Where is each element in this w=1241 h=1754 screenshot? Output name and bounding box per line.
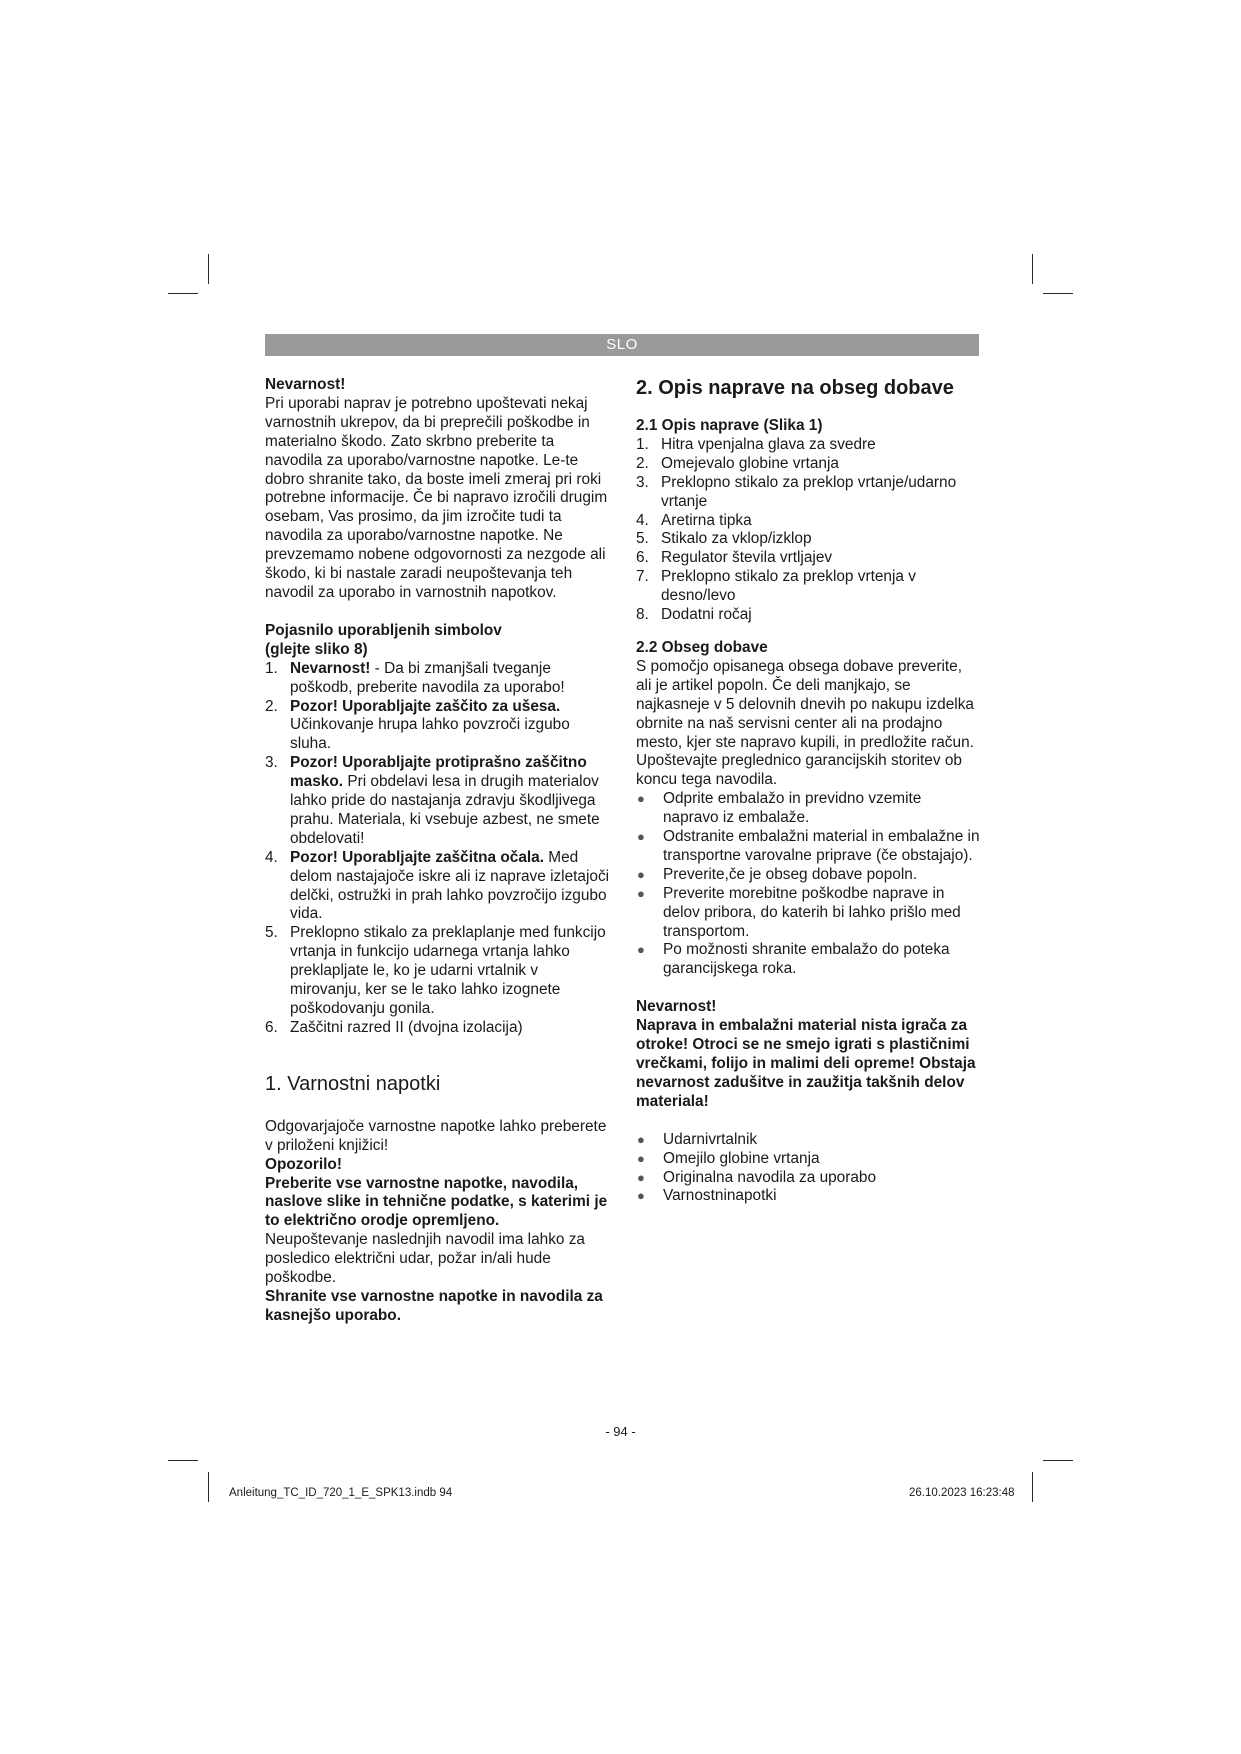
subsection-title-scope: 2.2 Obseg dobave — [636, 638, 768, 656]
crop-mark — [1043, 293, 1073, 294]
symbols-list — [265, 660, 613, 1038]
list-item: ● Odstranite embalažni material in embalažne in transportne varovalne priprave (če obstajajo). — [637, 828, 980, 864]
danger-title: Nevarnost! — [265, 376, 346, 393]
list-item: ● Preverite,če je obseg dobave popoln. — [637, 865, 918, 883]
bullet-icon: ● — [637, 866, 645, 882]
keep-instructions-text: Shranite vse varnostne napotke in navodila za kasnejšo uporabo. — [265, 1287, 603, 1324]
list-item: ● Odprite embalažo in previdno vzemite napravo iz embalaže. — [637, 790, 922, 827]
list-item: ● Udarnivrtalnik — [637, 1130, 758, 1148]
list-item: ● Varnostninapotki — [637, 1187, 777, 1205]
list-item: 3. Preklopno stikalo za preklop vrtanje/udarno vrtanje — [636, 473, 957, 510]
subsection-title-device: 2.1 Opis naprave (Slika 1) — [636, 417, 823, 434]
symbols-subtitle: (glejte sliko 8) — [265, 640, 368, 658]
list-item: 6. Regulator števila vrtljajev — [636, 549, 833, 567]
unpacking-list — [636, 790, 980, 979]
warning-title: Opozorilo! — [265, 1155, 342, 1173]
list-item: ● Po možnosti shranite embalažo do poteka garancijskega roka. — [637, 941, 950, 978]
list-item: 1. Nevarnost! - Da bi zmanjšali tveganje poškodb, preberite navodila za uporabo! — [265, 659, 565, 696]
left-column — [265, 376, 613, 1326]
crop-mark — [168, 1460, 198, 1461]
bullet-icon: ● — [637, 1188, 645, 1204]
scope-text: S pomočjo opisanega obsega dobave preverite, ali je artikel popoln. Če deli manjkajo, se najkasneje v 5 delovnih dnevih po nakupu izdelka obrnite na naš servisni center ali na prodajno mesto, kjer ste napravo kupili, in predložite račun. Upoštevajte preglednico garancijskih storitev ob koncu tega navodila. — [636, 657, 974, 789]
crop-mark — [1032, 1472, 1033, 1502]
crop-mark — [1032, 254, 1033, 284]
crop-mark — [208, 1472, 209, 1502]
list-item: ● Preverite morebitne poškodbe naprave in delov pribora, do katerih bi lahko prišlo med transportom. — [637, 884, 961, 940]
list-item: ● Omejilo globine vrtanja — [637, 1149, 820, 1167]
list-item: 8. Dodatni ročaj — [636, 606, 752, 624]
list-item: 7. Preklopno stikalo za preklop vrtenja v desno/levo — [636, 568, 916, 605]
scope-of-delivery-list — [636, 1131, 980, 1207]
list-item: ● Originalna navodila za uporabo — [637, 1168, 877, 1186]
list-item: 4. Aretirna tipka — [636, 511, 752, 529]
list-item: 5. Stikalo za vklop/izklop — [636, 530, 812, 548]
language-header-bar: SLO — [265, 334, 979, 356]
safety-intro: Odgovarjajoče varnostne napotke lahko preberete v priloženi knjižici! — [265, 1117, 607, 1154]
parts-list — [636, 436, 980, 625]
section-title-safety: 1. Varnostni napotki — [265, 1072, 441, 1095]
bullet-icon: ● — [637, 1131, 645, 1147]
bullet-icon: ● — [637, 829, 645, 845]
page-number: - 94 - — [605, 1424, 636, 1439]
list-item: 2. Pozor! Uporabljajte zaščito za ušesa. Učinkovanje hrupa lahko povzroči izgubo sluha. — [265, 697, 570, 753]
crop-mark — [208, 254, 209, 284]
list-item: 2. Omejevalo globine vrtanja — [636, 454, 839, 472]
warning-text: Neupoštevanje naslednjih navodil ima lahko za posledico električni udar, požar in/ali hude poškodbe. — [265, 1231, 585, 1287]
list-item: 5. Preklopno stikalo za preklaplanje med funkcijo vrtanja in funkcijo udarnega vrtanja lahko preklapljate le, ko je udarni vrtalnik v mirovanju, ker se le tako lahko izognete poškodovanju gonila. — [265, 924, 606, 1017]
section-title-description: 2. Opis naprave na obseg dobave — [636, 377, 954, 399]
bullet-icon: ● — [637, 791, 645, 807]
danger-text: Pri uporabi naprav je potrebno upoštevati nekaj varnostnih ukrepov, da bi preprečili poškodbe in materialno škodo. Zato skrbno preberite ta navodila za uporabo/varnostne napotke. Le-te dobro shranite tako, da boste imeli zmeraj pri roki potrebne informacije. Če bi napravo izročili drugim osebam, Vas prosimo, da jim izročite tudi ta navodila za uporabo/varnostne napotke. Ne prevzemamo nobene odgovornosti za nezgode ali škodo, ki bi nastale zaradi neupoštevanja teh navodil za uporabo in varnostnih napotkov. — [265, 394, 608, 601]
footer-filename: Anleitung_TC_ID_720_1_E_SPK13.indb 94 — [229, 1487, 453, 1499]
bullet-icon: ● — [637, 942, 645, 958]
bullet-icon: ● — [637, 1169, 645, 1185]
symbols-title: Pojasnilo uporabljenih simbolov — [265, 621, 502, 639]
right-column — [636, 376, 980, 1206]
crop-mark — [168, 293, 198, 294]
footer-timestamp: 26.10.2023 16:23:48 — [909, 1487, 1015, 1499]
warning-bold-text: Preberite vse varnostne napotke, navodila, naslove slike in tehnične podatke, s katerimi je to električno orodje opremljeno. — [265, 1174, 608, 1230]
crop-mark — [1043, 1460, 1073, 1461]
list-item: 3. Pozor! Uporabljajte protiprašno zaščitno masko. Pri obdelavi lesa in drugih materialov lahko pride do nastajanja zdravju škodljivega prahu. Materiala, ki vsebuje azbest, ne smete obdelovati! — [265, 754, 600, 847]
danger-bold-text: Naprava in embalažni material nista igrača za otroke! Otroci se ne smejo igrati s plastičnimi vrečkami, folijo in malimi deli opreme! Obstaja nevarnost zadušitve in zaužitja takšnih delov materiala! — [636, 1017, 976, 1110]
bullet-icon: ● — [637, 1150, 645, 1166]
bullet-icon: ● — [637, 885, 645, 901]
danger-title-right: Nevarnost! — [636, 998, 717, 1016]
list-item: 1. Hitra vpenjalna glava za svedre — [636, 435, 876, 453]
list-item: 6. Zaščitni razred II (dvojna izolacija) — [265, 1018, 523, 1036]
list-item: 4. Pozor! Uporabljajte zaščitna očala. Med delom nastajajoče iskre ali iz naprave izletajoči delčki, ostružki in prah lahko povzročijo izgubo vida. — [265, 848, 610, 923]
